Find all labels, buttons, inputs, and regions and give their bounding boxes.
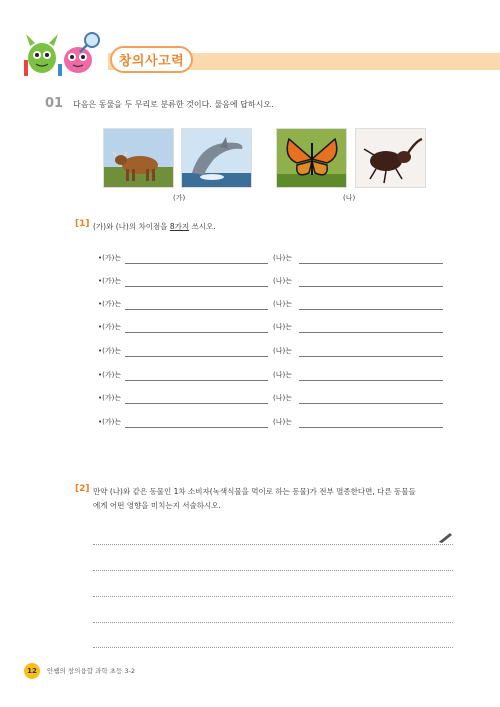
group-a-answer-line[interactable] (125, 403, 268, 404)
group-b-answer-line[interactable] (299, 309, 443, 310)
group-b-label: (나)는 (273, 254, 292, 262)
answer-line[interactable] (93, 622, 453, 623)
group-b-answer-line[interactable] (299, 332, 443, 333)
group-b-label: (나)는 (273, 418, 292, 426)
mascot-illustration (20, 28, 106, 78)
group-a-label: •(가)는 (98, 323, 122, 331)
subquestion-2-number: [2] (75, 484, 90, 494)
section-title: 창의사고력 (118, 54, 185, 69)
emphasis-count: 8가지 (169, 222, 190, 231)
dolphin-photo (181, 128, 252, 188)
group-a-answer-line[interactable] (125, 380, 268, 381)
comparison-row (98, 393, 443, 405)
comparison-row (98, 370, 443, 382)
group-b-answer-line[interactable] (299, 427, 443, 428)
subquestion-2-line-2: 에게 어떤 영향을 미치는지 서술하시오. (93, 501, 221, 510)
group-b-answer-line[interactable] (299, 380, 443, 381)
group-b-label: (나)는 (273, 277, 292, 285)
group-a-label: •(가)는 (98, 418, 122, 426)
subquestion-1-number: [1] (75, 219, 90, 229)
group-a-label: •(가)는 (98, 371, 122, 379)
subquestion-1-text: (가)와 (나)의 차이점을 8가지 쓰시오. (93, 222, 216, 231)
answer-line[interactable] (93, 544, 453, 545)
question-text: 다음은 동물을 두 무리로 분류한 것이다. 물음에 답하시오. (73, 100, 274, 109)
comparison-row (98, 346, 443, 358)
group-a-label: •(가)는 (98, 300, 122, 308)
book-title: 안쌤의 창의융합 과학 초등 3-2 (47, 667, 135, 675)
beetle-photo (355, 128, 426, 188)
group-a-caption: (가) (173, 194, 186, 202)
answer-line[interactable] (93, 647, 453, 648)
group-b-label: (나)는 (273, 323, 292, 331)
comparison-row (98, 322, 443, 334)
comparison-row (98, 417, 443, 429)
question-number: 01 (45, 96, 64, 111)
comparison-row (98, 299, 443, 311)
subquestion-2-line-1: 만약 (나)와 같은 동물인 1차 소비자(녹색식물을 먹이로 하는 동물)가 전부 멸종한다면, 다른 동물들 (93, 487, 416, 496)
section-title-badge (110, 46, 193, 73)
answer-line[interactable] (93, 596, 453, 597)
group-b-caption: (나) (343, 194, 356, 202)
group-a-label: •(가)는 (98, 277, 122, 285)
comparison-row (98, 276, 443, 288)
group-a-answer-line[interactable] (125, 263, 268, 264)
group-a-answer-line[interactable] (125, 332, 268, 333)
group-a-label: •(가)는 (98, 347, 122, 355)
comparison-row (98, 253, 443, 265)
group-b-label: (나)는 (273, 300, 292, 308)
answer-line[interactable] (93, 570, 453, 571)
pencil-icon (438, 531, 454, 543)
group-a-answer-line[interactable] (125, 309, 268, 310)
page-number: 12 (24, 663, 40, 679)
cow-photo (103, 128, 174, 188)
group-a-answer-line[interactable] (125, 427, 268, 428)
group-b-answer-line[interactable] (299, 286, 443, 287)
group-b-answer-line[interactable] (299, 403, 443, 404)
group-a-answer-line[interactable] (125, 286, 268, 287)
group-b-answer-line[interactable] (299, 263, 443, 264)
butterfly-photo (276, 128, 347, 188)
group-a-label: •(가)는 (98, 254, 122, 262)
group-b-label: (나)는 (273, 394, 292, 402)
group-b-label: (나)는 (273, 371, 292, 379)
group-a-label: •(가)는 (98, 394, 122, 402)
group-b-label: (나)는 (273, 347, 292, 355)
group-b-answer-line[interactable] (299, 356, 443, 357)
group-a-answer-line[interactable] (125, 356, 268, 357)
